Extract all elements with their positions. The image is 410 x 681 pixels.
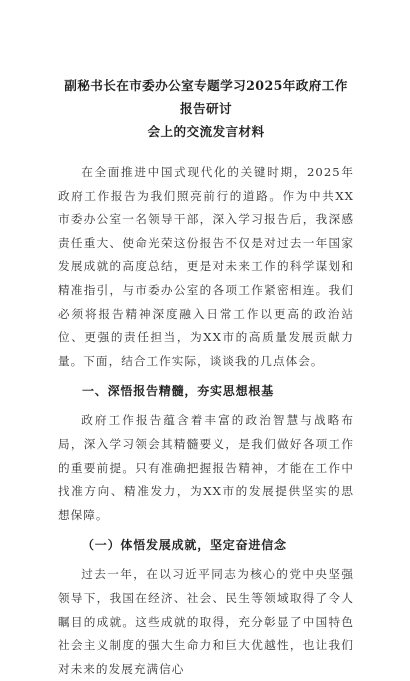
title-line-2: 会上的交流发言材料 [147, 124, 265, 139]
subsection-1-heading: （一）体悟发展成就，坚定奋进信念 [82, 538, 287, 553]
title-line-1: 副秘书长在市委办公室专题学习2025年政府工作报告研讨 [64, 78, 348, 116]
subsection-1-paragraph: 过去一年，在以习近平同志为核心的党中央坚强领导下，我国在经济、社会、民生等领域取得了令人瞩目的成就。这些成就的取得，充分彰显了中国特色社会主义制度的强大生命力和巨大优越性，也让我们对未来的发展充满信心 [58, 567, 354, 676]
section-1-heading: 一、深悟报告精髓，夯实思想根基 [82, 384, 275, 399]
document-title [58, 74, 354, 143]
intro-paragraph: 在全面推进中国式现代化的关键时期，2025年政府工作报告为我们照亮前行的道路。作为中共XX市委办公室一名领导干部，深入学习报告后，我深感责任重大、使命光荣这份报告不仅是对过去一年国家发展成就的高度总结，更是对未来工作的科学谋划和精准指引，与市委办公室的各项工作紧密相连。我们必须将报告精神深度融入日常工作以更高的政治站位、更强的责任担当，为XX市的高质量发展贡献力量。下面，结合工作实际，谈谈我的几点体会。 [58, 165, 354, 368]
section-1-paragraph: 政府工作报告蕴含着丰富的政治智慧与战略布局，深入学习领会其精髓要义，是我们做好各项工作的重要前提。只有准确把握报告精神，才能在工作中找准方向、精准发力，为XX市的发展提供坚实的思想保障。 [58, 413, 354, 522]
